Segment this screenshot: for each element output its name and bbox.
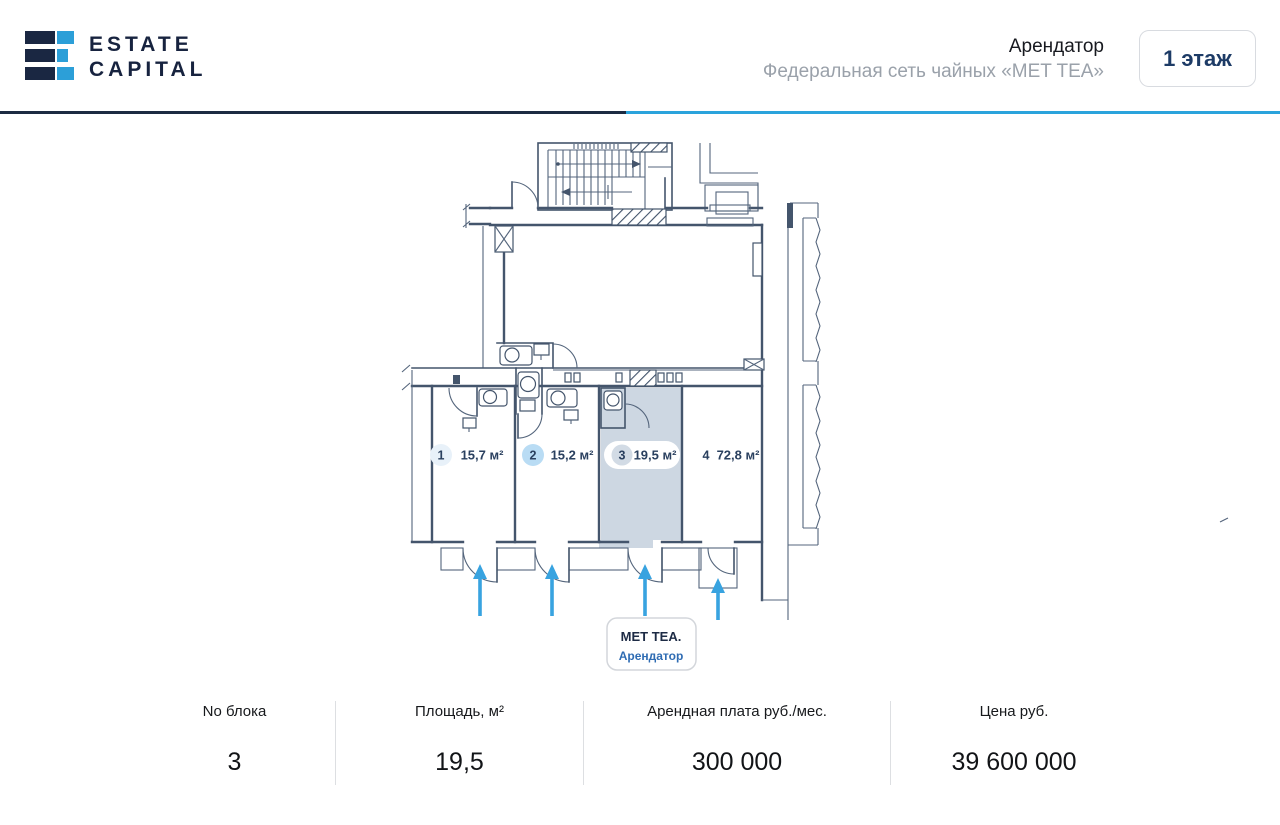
- tenant-label: Арендатор: [1008, 36, 1104, 57]
- hatch-block-corridor: [612, 209, 666, 225]
- tenant-name: Федеральная сеть чайных «MET TEA»: [762, 61, 1104, 82]
- svg-text:2: 2: [529, 448, 537, 463]
- info-value: 39 600 000: [951, 748, 1077, 776]
- room-4-shaft: [744, 359, 764, 370]
- info-value: 3: [227, 748, 242, 776]
- pilaster: [753, 243, 762, 276]
- room-2-label[interactable]: [522, 444, 594, 466]
- svg-text:MET TEA.: MET TEA.: [620, 629, 682, 644]
- room-2-fixtures: [547, 389, 578, 424]
- info-rent: [584, 701, 891, 785]
- entrance-arrows: [473, 564, 725, 620]
- svg-text:Арендатор: Арендатор: [618, 649, 684, 663]
- room-4-label[interactable]: [703, 448, 761, 463]
- exterior-steps-outline: [700, 143, 758, 214]
- info-price: [891, 701, 1137, 785]
- info-area: [336, 701, 584, 785]
- info-block-number: [134, 701, 336, 785]
- window-strip: [762, 203, 820, 620]
- info-value: 19,5: [435, 748, 484, 776]
- door-arc: [512, 182, 538, 208]
- svg-text:3: 3: [618, 448, 626, 463]
- entrances: [441, 548, 737, 588]
- room-1-fixtures: [449, 388, 507, 432]
- svg-text:15,2 м²: 15,2 м²: [550, 447, 594, 463]
- info-panel: [134, 701, 1137, 785]
- svg-text:19,5 м²: 19,5 м²: [633, 447, 677, 463]
- info-value: 300 000: [691, 748, 783, 776]
- toilet-icon: [564, 410, 578, 420]
- logo-line2: CAPITAL: [89, 58, 207, 81]
- entrance-arrow-icon: [638, 564, 652, 616]
- closet-a: [516, 368, 542, 438]
- svg-text:15,7 м²: 15,7 м²: [460, 447, 504, 463]
- entrance-arrow-icon: [473, 564, 487, 616]
- hatch-block-top: [631, 143, 667, 152]
- svg-text:4: 4: [702, 448, 710, 463]
- info-label: No блока: [202, 703, 267, 720]
- toilet-icon: [534, 344, 549, 355]
- info-label: Арендная плата руб./мес.: [647, 703, 827, 720]
- rooms-top-wall: [402, 370, 762, 390]
- logo-line1: ESTATE: [89, 33, 193, 56]
- entrance-arrow-icon: [545, 564, 559, 616]
- entrance-arrow-icon: [711, 578, 725, 620]
- toilet-icon: [463, 418, 476, 428]
- toilet-icon: [520, 400, 535, 411]
- hall: [402, 225, 762, 600]
- hatch-block-band: [630, 370, 656, 386]
- room-3-label[interactable]: [604, 441, 680, 469]
- tenant-callout: [607, 618, 696, 670]
- stray-mark: [1220, 518, 1228, 522]
- info-label: Площадь, м²: [415, 703, 504, 720]
- svg-text:1: 1: [437, 448, 445, 463]
- room-1-label[interactable]: [430, 444, 504, 466]
- column-marker: [453, 375, 460, 384]
- info-label: Цена руб.: [979, 703, 1049, 720]
- stairs: [548, 143, 672, 210]
- svg-text:72,8 м²: 72,8 м²: [716, 447, 760, 463]
- hall-wc: [497, 343, 577, 368]
- floor-badge[interactable]: 1 этаж: [1139, 30, 1256, 87]
- room-labels: [430, 441, 760, 469]
